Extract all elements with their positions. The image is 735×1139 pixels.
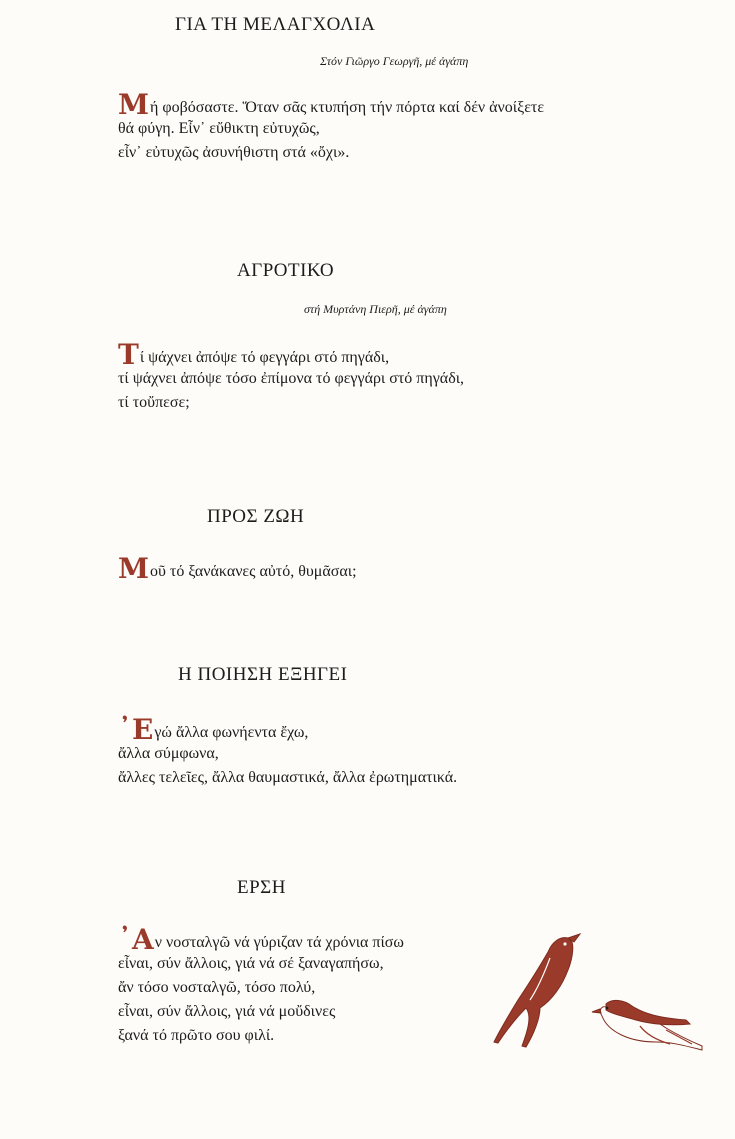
poem-title: ΓΙΑ ΤΗ ΜΕΛΑΓΧΟΛΙΑ <box>175 14 376 35</box>
drop-cap: ᾽Α <box>118 923 154 956</box>
first-line-text: ν νοσταλγῶ νά γύριζαν τά χρόνια πίσω <box>154 934 404 951</box>
poem-line <box>118 713 457 746</box>
poem-line: θά φύγη. Εἶν᾽ εὔθικτη εὐτυχῶς, <box>118 120 320 137</box>
poem-body <box>118 552 357 585</box>
poem-line: τί τοὔπεσε; <box>118 394 190 411</box>
first-line-text: ή φοβόσαστε. Ὅταν σᾶς κτυπήση τήν πόρτα καί δέν ἀνοίξετε <box>150 99 545 116</box>
swallows-illustration <box>490 930 710 1060</box>
first-line-text: ί ψάχνει ἀπόψε τό φεγγάρι στό πηγάδι, <box>139 349 390 366</box>
first-line-text: γώ ἄλλα φωνήεντα ἔχω, <box>154 724 309 741</box>
poem-line: ἄλλα σύμφωνα, <box>118 745 219 762</box>
poem-line <box>118 552 357 585</box>
poem-line <box>118 923 404 956</box>
poem-body <box>118 923 404 1048</box>
poem-dedication: στή Μυρτάνη Πιερῆ, μέ ἀγάπη <box>304 302 447 316</box>
swallow-icon <box>494 934 580 1047</box>
first-line-text: οῦ τό ξανάκανες αὐτό, θυμᾶσαι; <box>150 563 357 580</box>
poem-line: εἶν᾽ εὐτυχῶς ἀσυνήθιστη στά «ὄχι». <box>118 144 350 161</box>
poem-dedication: Στόν Γιῶργο Γεωργῆ, μέ ἀγάπη <box>320 54 469 68</box>
poem-title: ΠΡΟΣ ΖΩΗ <box>207 506 305 527</box>
poem-line <box>118 338 464 371</box>
drop-cap: Μ <box>118 88 149 121</box>
poem-line: εἶναι, σύν ἄλλοις, γιά νά μοὔδινες <box>118 1003 336 1020</box>
poem-line: ἄν τόσο νοσταλγῶ, τόσο πολύ, <box>118 979 316 996</box>
poem-body <box>118 88 545 165</box>
drop-cap: Μ <box>118 552 149 585</box>
poem-line: ξανά τό πρῶτο σου φιλί. <box>118 1027 275 1044</box>
poem-line: εἶναι, σύν ἄλλοις, γιά νά σέ ξαναγαπήσω, <box>118 955 384 972</box>
poem-title: ΑΓΡΟΤΙΚΟ <box>237 260 335 281</box>
poem-title: Η ΠΟΙΗΣΗ ΕΞΗΓΕΙ <box>178 664 348 685</box>
drop-cap: ᾽Ε <box>118 713 154 746</box>
drop-cap: Τ <box>118 338 139 371</box>
poem-title: ΕΡΣΗ <box>237 877 286 898</box>
swallow-icon <box>592 1000 702 1050</box>
poem-body <box>118 713 458 790</box>
poem-line: ἄλλες τελεῖες, ἄλλα θαυμαστικά, ἄλλα ἐρωτηματικά. <box>118 769 458 786</box>
poem-body <box>118 338 465 415</box>
poem-line: τί ψάχνει ἀπόψε τόσο ἐπίμονα τό φεγγάρι στό πηγάδι, <box>118 370 465 387</box>
poem-line <box>118 88 545 121</box>
